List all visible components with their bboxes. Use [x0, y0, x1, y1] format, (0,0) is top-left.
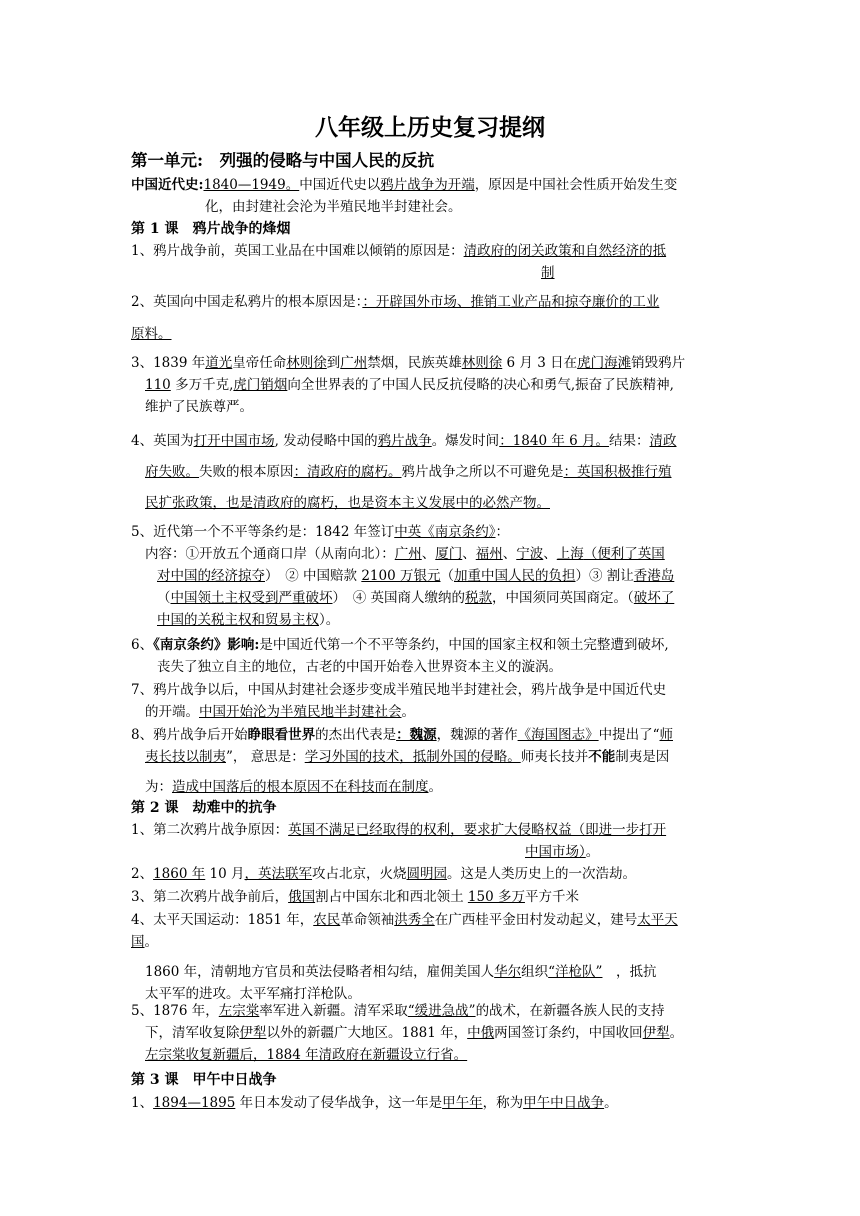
item-l1-q7: 7、鸦片战争以后，中国从封建社会逐步变成半殖民地半封建社会，鸦片战争是中国近代史 的开端。中国开始沦为半殖民地半封建社会。: [131, 682, 667, 720]
item-l1-q4: 4、英国为打开中国市场, 发动侵略中国的鸦片战争。爆发时间：1840 年 6 月。结果：清政 府失败。失败的根本原因：清政府的腐朽。鸦片战争之所以不可避免是：英国积极推行殖 民扩张政策，也是清政府的腐朽，也是资本主义发展中的必然产物。: [131, 433, 677, 511]
item-l2-q1: 1、第二次鸦片战争原因：英国不满足已经取得的权利，要求扩大侵略权益（即进一步打开 中国市场）。: [131, 822, 667, 860]
intro-paragraph: 中国近代史:1840—1949。中国近代史以鸦片战争为开端，原因是中国社会性质开始发生变 化，由封建社会沦为半殖民地半封建社会。: [131, 177, 678, 215]
item-l1-q2: 2、英国向中国走私鸦片的根本原因是：：开辟国外市场、推销工业产品和掠夺廉价的工业 原料。: [131, 294, 660, 342]
item-l2-q3: 3、第二次鸦片战争前后，俄国割占中国东北和西北领土 150 多万平方千米: [131, 889, 579, 905]
item-l2-q2: 2、1860 年 10 月，英法联军攻占北京，火烧圆明园。这是人类历史上的一次浩劫。: [131, 866, 637, 882]
lesson-heading-2: 第 2 课 劫难中的抗争: [131, 800, 277, 816]
item-l1-q5: 5、近代第一个不平等条约是：1842 年签订中英《南京条约》： 内容：①开放五个通商口岸（从南向北）：广州、厦门、福州、宁波、上海（便利了英国 对中国的经济掠夺） ② 中国赔款 2100 万银元（加重中国人民的负担）③ 割让香港岛 （中国领土主权受到严重破坏） ④ 英国商人缴纳的税款，中国须同英国商定。（破坏了 中国的关税主权和贸易主权）。: [131, 524, 675, 628]
page-title: 八年级上历史复习提纲: [315, 114, 545, 141]
lesson-heading-3: 第 3 课 甲午中日战争: [131, 1072, 277, 1088]
item-l3-q1: 1、1894—1895 年日本发动了侵华战争，这一年是甲午年，称为甲午中日战争。: [131, 1095, 618, 1111]
item-l1-q6: 6、《南京条约》影响:是中国近代第一个不平等条约，中国的国家主权和领土完整遭到破坏, 丧失了独立自主的地位，古老的中国开始卷入世界资本主义的漩涡。: [131, 637, 669, 675]
item-l2-q5: 5、1876 年，左宗棠率军进入新疆。清军采取“缓进急战”的战术，在新疆各族人民的支持 下，清军收复除伊犁以外的新疆广大地区。1881 年，中俄两国签订条约，中国收回伊犁。 左宗棠收复新疆后，1884 年清政府在新疆设立行省。: [131, 1003, 684, 1063]
item-l1-q3: 3、1839 年道光皇帝任命林则徐到广州禁烟，民族英雄林则徐 6 月 3 日在虎门海滩销毁鸦片 110 多万千克,虎门销烟向全世界表的了中国人民反抗侵略的决心和勇气,振奋了民族精神, 维护了民族尊严。: [131, 355, 686, 415]
unit-heading: 第一单元: 列强的侵略与中国人民的反抗: [131, 151, 435, 170]
item-l1-q8: 8、鸦片战争后开始睁眼看世界的杰出代表是：魏源，魏源的著作《海国图志》中提出了“师 夷长技以制夷”， 意思是：学习外国的技术，抵制外国的侵略。师夷长技并不能制夷是因 为：造成中国落后的根本原因不在科技而在制度。: [131, 727, 673, 795]
item-l2-q4: 4、太平天国运动：1851 年，农民革命领袖洪秀全在广西桂平金田村发动起义，建号太平天 国。 1860 年，清朝地方官员和英法侵略者相勾结，雇佣美国人华尔组织“洋枪队” ，抵抗 太平军的进攻。太平军痛打洋枪队。: [131, 912, 678, 1002]
lesson-heading-1: 第 1 课 鸦片战争的烽烟: [131, 221, 291, 237]
item-l1-q1: 1、鸦片战争前，英国工业品在中国难以倾销的原因是：清政府的闭关政策和自然经济的抵 制: [131, 243, 667, 281]
